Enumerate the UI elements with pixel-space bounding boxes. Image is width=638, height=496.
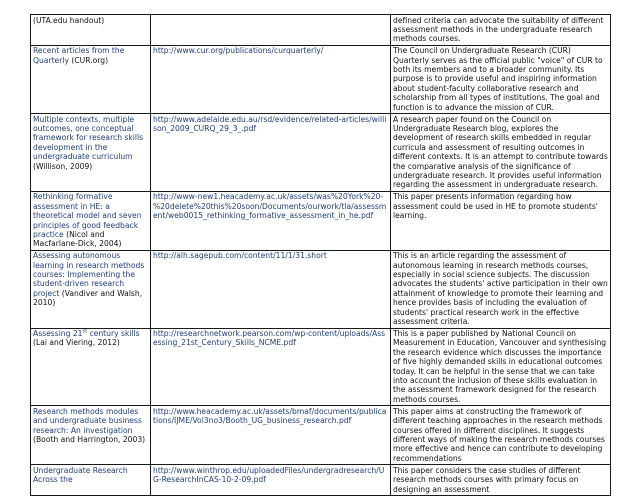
resource-url-link[interactable]: http://researchnetwork.pearson.com/wp-content/uploads/Assessing_21st_Century_Skills_NCME.pdf — [151, 328, 391, 406]
table-row — [31, 45, 611, 113]
resource-description: A research paper found on the Council on Undergraduate Research blog, explores the development of research skills embedded in regular curricula and assessment of resulting outcomes in different contexts. It is an attempt to contribute towards the comparative analysis of the significance of undergraduate research. It provides useful information regarding the assessment in undergraduate research. — [391, 114, 611, 192]
resource-citation: (Lai and Viering, 2012) — [33, 338, 120, 348]
resource-citation: (Nicol and Macfarlane-Dick, 2004) — [33, 229, 122, 249]
table-row — [31, 15, 611, 46]
table-row — [31, 406, 611, 465]
resource-title-link[interactable]: Multiple contexts, multiple outcomes, one conceptual framework for research skills development in the undergraduate curriculum — [33, 114, 144, 162]
table-row — [31, 250, 611, 328]
resource-description: The Council on Undergraduate Research (CUR) Quarterly serves as the official public "voice" of CUR to both its members and to a broader community. Its purpose is to provide useful and inspiring information about student-faculty collaborative research and scholarship from all types of institutions. The goal and function is to advance the mission of CUR. — [391, 45, 611, 113]
resource-title-link[interactable]: Research methods modules and undergraduate business research: An investigation — [33, 406, 142, 435]
resource-citation: (Booth and Harrington, 2003) — [33, 434, 146, 444]
resource-description: This paper presents information regarding how assessment could be used in HE to promote students' learning. — [391, 191, 611, 250]
resource-citation: (UTA.edu handout) — [33, 15, 105, 25]
resource-description: This is an article regarding the assessment of autonomous learning in research methods courses, especially in social science subjects. The discussion advocates the students' active participation in their own attainment of knowledge to promote their learning and hence provides basis of including the evaluation of students' practical research work in the effective assessment criteria. — [391, 250, 611, 328]
resource-title-cell — [31, 250, 151, 328]
resource-description: This paper aims at constructing the framework of different teaching approaches in the research methods courses offered in different disciplines. It suggests different ways of making the research methods courses more effective and hence can contribute to developing recommendations — [391, 406, 611, 465]
table-row — [31, 191, 611, 250]
resource-title-link[interactable]: Recent articles from the Quarterly — [33, 46, 125, 65]
resource-title-cell — [31, 328, 151, 406]
resource-title-link[interactable]: Undergraduate Research Across the — [33, 465, 128, 485]
resource-url-link[interactable]: http://www-new1.heacademy.ac.uk/assets/was%20York%20-%20delete%20this%20soon/Documents/ourwork/tla/assessment/web0015_rethinking_formative_assessment_in_he.pdf — [151, 191, 391, 250]
resource-url-link[interactable]: http://www.heacademy.ac.uk/assets/bmaf/documents/publications/IJME/Vol3no3/Booth_UG_business_research.pdf — [151, 406, 391, 465]
resource-citation: (Vandiver and Walsh, 2010) — [33, 288, 143, 308]
resource-title-link[interactable]: Assessing autonomous learning in research methods courses: Implementing the student-driven research project — [33, 251, 145, 298]
resource-description: defined criteria can advocate the suitability of different assessment methods in the undergraduate research methods courses. — [391, 15, 611, 46]
table-row — [31, 465, 611, 496]
resource-title-cell — [31, 465, 151, 496]
resource-title-cell — [31, 191, 151, 250]
resource-url-link[interactable]: http://www.cur.org/publications/curquarterly/ — [151, 45, 391, 113]
resource-title-cell — [31, 15, 151, 46]
resource-table — [30, 14, 611, 496]
resource-title-cell — [31, 406, 151, 465]
resource-url-cell — [151, 15, 391, 46]
resource-description: This is a paper published by National Council on Measurement in Education, Vancouver and synthesising the research evidence which discusses the importance of five highly demanded skills in educational outcomes today. It can be helpful in the sense that we can take into account the inclusion of these skills evaluation in the assessment framework designed for the research methods courses. — [391, 328, 611, 406]
resource-title-cell — [31, 114, 151, 192]
resource-citation: (Willison, 2009) — [33, 161, 93, 171]
resource-citation: (CUR.org) — [71, 55, 109, 65]
table-row — [31, 114, 611, 192]
resource-title-link[interactable]: Assessing 21st century skills — [33, 328, 140, 338]
table-row — [31, 328, 611, 406]
resource-title-link[interactable]: Rethinking formative assessment in HE: a theoretical model and seven principles of good feedback practice — [33, 192, 142, 239]
resource-title-cell — [31, 45, 151, 113]
resource-url-link[interactable]: http://www.adelaide.edu.au/rsd/evidence/related-articles/willison_2009_CURQ_29_3_.pdf — [151, 114, 391, 192]
resource-url-link[interactable]: http://www.winthrop.edu/uploadedFiles/undergradresearch/UG-ResearchInCAS-10-2-09.pdf — [151, 465, 391, 496]
resource-url-link[interactable]: http://alh.sagepub.com/content/11/1/31.short — [151, 250, 391, 328]
resource-description: This paper considers the case studies of different research methods courses with primary focus on designing an assessment — [391, 465, 611, 496]
